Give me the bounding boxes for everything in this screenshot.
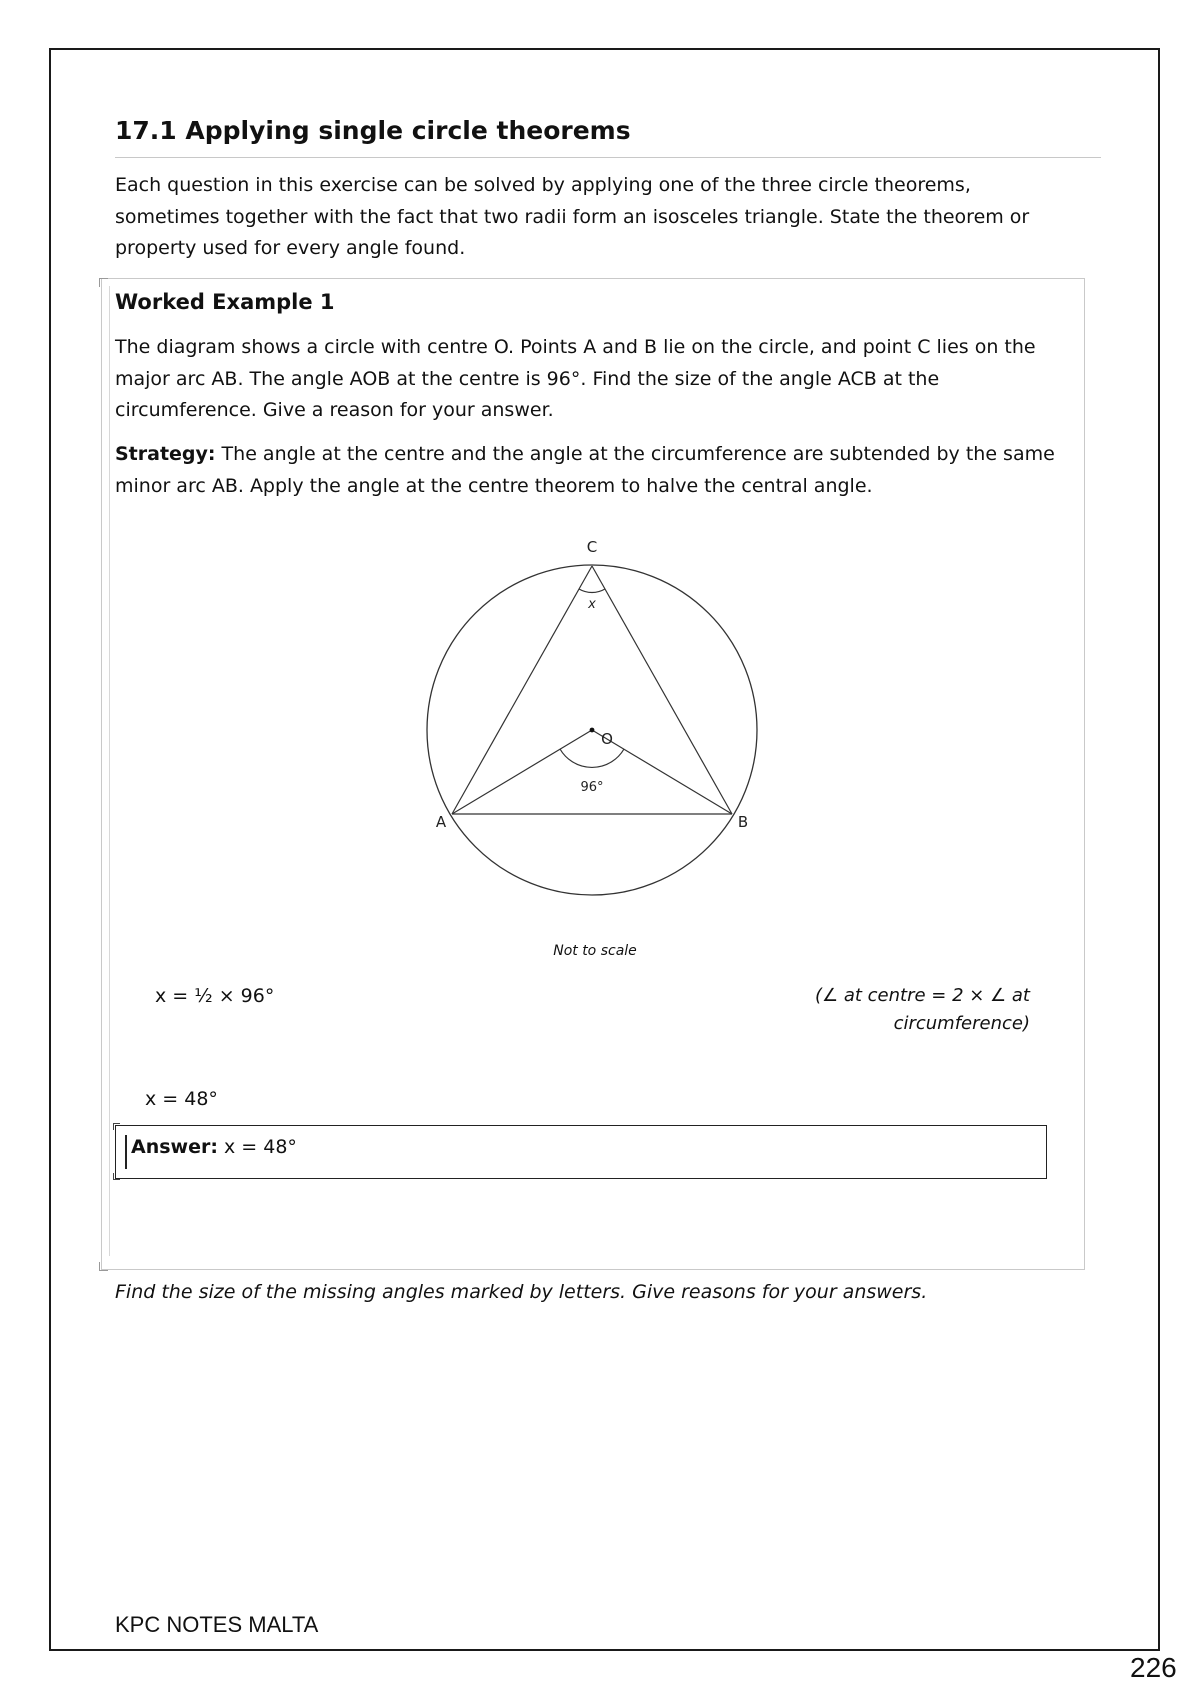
strategy-text: The angle at the centre and the angle at the circumference are subtended by the same minor arc AB. Apply the angle at the centre theorem to halve the central angle.	[115, 443, 1055, 497]
section-heading: 17.1 Applying single circle theorems	[115, 116, 631, 145]
centre-angle-arc	[560, 749, 624, 767]
working-step-1: x = ½ × 96°	[155, 985, 275, 1007]
circle-theorem-diagram	[400, 530, 780, 930]
box-inner-rule	[109, 286, 110, 1256]
radius-oa	[452, 730, 592, 814]
worked-example-problem: The diagram shows a circle with centre O. Points A and B lie on the circle, and point C lies on the major arc AB. The angle AOB at the centre is 96°. Find the size of the angle ACB at the circumference. Give a reason for your answer.	[115, 336, 1036, 421]
page-number: 226	[1130, 1652, 1177, 1683]
box-corner-mark	[99, 278, 108, 287]
label-angle-96: 96°	[580, 780, 604, 795]
box-corner-mark	[99, 1262, 108, 1271]
label-o: O	[601, 730, 613, 748]
worked-example-title: Worked Example 1	[115, 290, 335, 314]
chord-cb	[592, 566, 732, 814]
label-c: C	[586, 538, 598, 556]
answer-bar	[125, 1135, 127, 1169]
radius-ob	[592, 730, 732, 814]
strategy-label: Strategy:	[115, 443, 216, 465]
diagram-caption: Not to scale	[553, 943, 637, 959]
centre-dot	[590, 728, 595, 733]
heading-divider	[115, 157, 1101, 158]
exercise-instruction: Find the size of the missing angles marked by letters. Give reasons for your answers.	[115, 1281, 928, 1303]
section-intro: Each question in this exercise can be solved by applying one of the three circle theorems, sometimes together with the fact that two radii form an isosceles triangle. State the theorem or property used for every angle found.	[115, 174, 1030, 259]
label-a: A	[435, 813, 447, 831]
label-x: x	[588, 597, 596, 612]
answer-line	[131, 1136, 297, 1158]
answer-corner-mark	[113, 1173, 120, 1180]
chord-ca	[452, 566, 592, 814]
answer-corner-mark	[113, 1123, 120, 1130]
worked-example-strategy	[115, 439, 1075, 502]
circumference-angle-arc	[579, 589, 605, 592]
answer-value: x = 48°	[217, 1136, 297, 1158]
label-b: B	[737, 813, 749, 831]
answer-label: Answer:	[131, 1136, 218, 1158]
footer-text: KPC NOTES MALTA	[115, 1612, 319, 1637]
working-step-2: x = 48°	[145, 1088, 218, 1110]
working-reason: (∠ at centre = 2 × ∠ at circumference)	[814, 985, 1030, 1034]
